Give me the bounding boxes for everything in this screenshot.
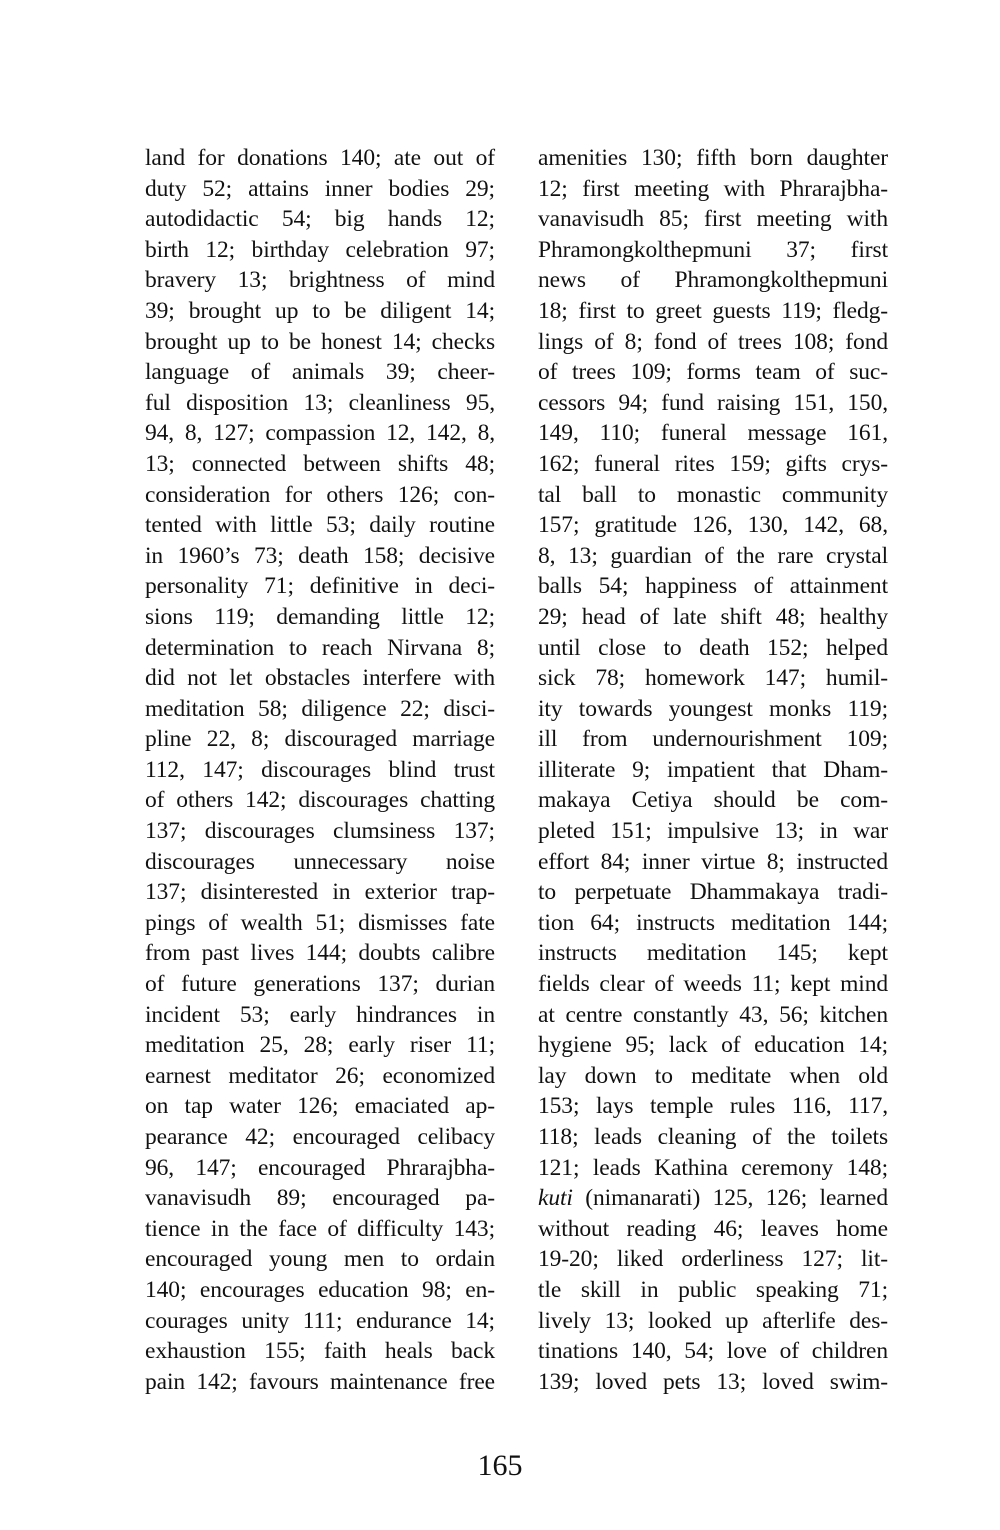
- index-line: tle skill in public speaking 71;: [538, 1276, 888, 1303]
- index-line: tinations 140, 54; love of children: [538, 1338, 888, 1365]
- index-line: lively 13; looked up afterlife des-: [538, 1307, 888, 1334]
- index-line: ity towards youngest monks 119;: [538, 695, 888, 722]
- index-line: meditation 25, 28; early riser 11;: [145, 1032, 495, 1059]
- index-line: from past lives 144; doubts calibre: [145, 940, 495, 967]
- index-line: encouraged young men to ordain: [145, 1246, 495, 1273]
- index-line: news of Phramongkolthepmuni: [538, 267, 888, 294]
- index-column-right: [538, 143, 888, 1397]
- index-line: 118; leads cleaning of the toilets: [538, 1124, 888, 1150]
- index-line: cessors 94; fund raising 151, 150,: [538, 389, 888, 416]
- index-line: instructs meditation 145; kept: [538, 940, 888, 967]
- index-line: 13; connected between shifts 48;: [145, 450, 495, 477]
- index-line: kuti (nimanarati) 125, 126; learned: [538, 1185, 888, 1212]
- index-line: 137; disinterested in exterior trap-: [145, 879, 495, 906]
- index-line: 96, 147; encouraged Phrarajbha-: [145, 1154, 495, 1181]
- page-number: 165: [477, 1449, 523, 1482]
- index-line: fields clear of weeds 11; kept mind: [538, 971, 888, 998]
- index-line: 153; lays temple rules 116, 117,: [538, 1093, 888, 1120]
- index-line: bravery 13; brightness of mind: [145, 267, 495, 294]
- index-line: to perpetuate Dhammakaya tradi-: [538, 879, 888, 906]
- index-line: lings of 8; fond of trees 108; fond: [538, 328, 888, 355]
- index-line: illiterate 9; impatient that Dham-: [538, 756, 888, 783]
- index-line: earnest meditator 26; economized: [145, 1062, 495, 1089]
- index-line: tented with little 53; daily routine: [145, 512, 495, 539]
- index-line: of future generations 137; durian: [145, 971, 495, 998]
- index-line: meditation 58; diligence 22; disci-: [145, 695, 495, 722]
- index-line: in 1960’s 73; death 158; decisive: [145, 542, 495, 569]
- index-line: lay down to meditate when old: [538, 1062, 888, 1089]
- index-line: incident 53; early hindrances in: [145, 1001, 495, 1028]
- index-line: determination to reach Nirvana 8;: [145, 634, 495, 661]
- index-line: 137; discourages clumsiness 137;: [145, 818, 495, 845]
- index-line: 19-20; liked orderliness 127; lit-: [538, 1246, 888, 1273]
- index-line: 29; head of late shift 48; healthy: [538, 603, 888, 630]
- index-line: amenities 130; fifth born daughter: [538, 145, 888, 171]
- index-line: pleted 151; impulsive 13; in war: [538, 818, 888, 845]
- index-line: 121; leads Kathina ceremony 148;: [538, 1154, 888, 1181]
- index-line: 139; loved pets 13; loved swim-: [538, 1368, 888, 1395]
- index-line: vanavisudh 89; encouraged pa-: [145, 1185, 495, 1212]
- index-line: 112, 147; discourages blind trust: [145, 756, 495, 783]
- index-line: 39; brought up to be diligent 14;: [145, 297, 495, 324]
- index-line: did not let obstacles interfere with: [145, 665, 495, 692]
- index-line: pain 142; favours maintenance free: [145, 1368, 495, 1395]
- index-line: 18; first to greet guests 119; fledg-: [538, 297, 888, 324]
- index-line: pearance 42; encouraged celibacy: [145, 1124, 495, 1150]
- index-line: of trees 109; forms team of suc-: [538, 359, 888, 386]
- index-line: exhaustion 155; faith heals back: [145, 1338, 495, 1365]
- index-column-left: [145, 143, 495, 1397]
- index-line: of others 142; discourages chatting: [145, 787, 495, 814]
- index-line: makaya Cetiya should be com-: [538, 787, 888, 814]
- index-line: effort 84; inner virtue 8; instructed: [538, 848, 888, 875]
- index-line: until close to death 152; helped: [538, 634, 888, 661]
- index-line: land for donations 140; ate out of: [145, 145, 495, 171]
- index-line: language of animals 39; cheer-: [145, 359, 495, 386]
- index-line: tience in the face of difficulty 143;: [145, 1215, 495, 1242]
- index-line: personality 71; definitive in deci-: [145, 573, 495, 600]
- index-line: vanavisudh 85; first meeting with: [538, 206, 888, 233]
- index-line: 140; encourages education 98; en-: [145, 1276, 495, 1303]
- index-line: hygiene 95; lack of education 14;: [538, 1032, 888, 1059]
- index-line: ill from undernourishment 109;: [538, 726, 888, 753]
- index-line: autodidactic 54; big hands 12;: [145, 206, 495, 233]
- index-line: 8, 13; guardian of the rare crystal: [538, 542, 888, 569]
- index-line: at centre constantly 43, 56; kitchen: [538, 1001, 888, 1028]
- index-line: tal ball to monastic community: [538, 481, 888, 508]
- index-line: tion 64; instructs meditation 144;: [538, 909, 888, 936]
- index-line: discourages unnecessary noise: [145, 848, 495, 875]
- index-line: 157; gratitude 126, 130, 142, 68,: [538, 512, 888, 539]
- index-line: without reading 46; leaves home: [538, 1215, 888, 1242]
- index-line: sions 119; demanding little 12;: [145, 603, 495, 630]
- index-line: 94, 8, 127; compassion 12, 142, 8,: [145, 420, 495, 447]
- index-line: 12; first meeting with Phrarajbha-: [538, 175, 888, 202]
- index-line: ful disposition 13; cleanliness 95,: [145, 389, 495, 416]
- index-line: Phramongkolthepmuni 37; first: [538, 236, 888, 263]
- index-line: 149, 110; funeral message 161,: [538, 420, 888, 447]
- index-line: balls 54; happiness of attainment: [538, 573, 888, 600]
- index-line: birth 12; birthday celebration 97;: [145, 236, 495, 263]
- index-line: on tap water 126; emaciated ap-: [145, 1093, 495, 1120]
- index-line: courages unity 111; endurance 14;: [145, 1307, 495, 1334]
- index-line: pline 22, 8; discouraged marriage: [145, 726, 495, 753]
- index-line: duty 52; attains inner bodies 29;: [145, 175, 495, 202]
- index-line: 162; funeral rites 159; gifts crys-: [538, 450, 888, 477]
- index-line: consideration for others 126; con-: [145, 481, 495, 508]
- index-line: pings of wealth 51; dismisses fate: [145, 909, 495, 936]
- index-line: brought up to be honest 14; checks: [145, 328, 495, 355]
- index-line: sick 78; homework 147; humil-: [538, 665, 888, 692]
